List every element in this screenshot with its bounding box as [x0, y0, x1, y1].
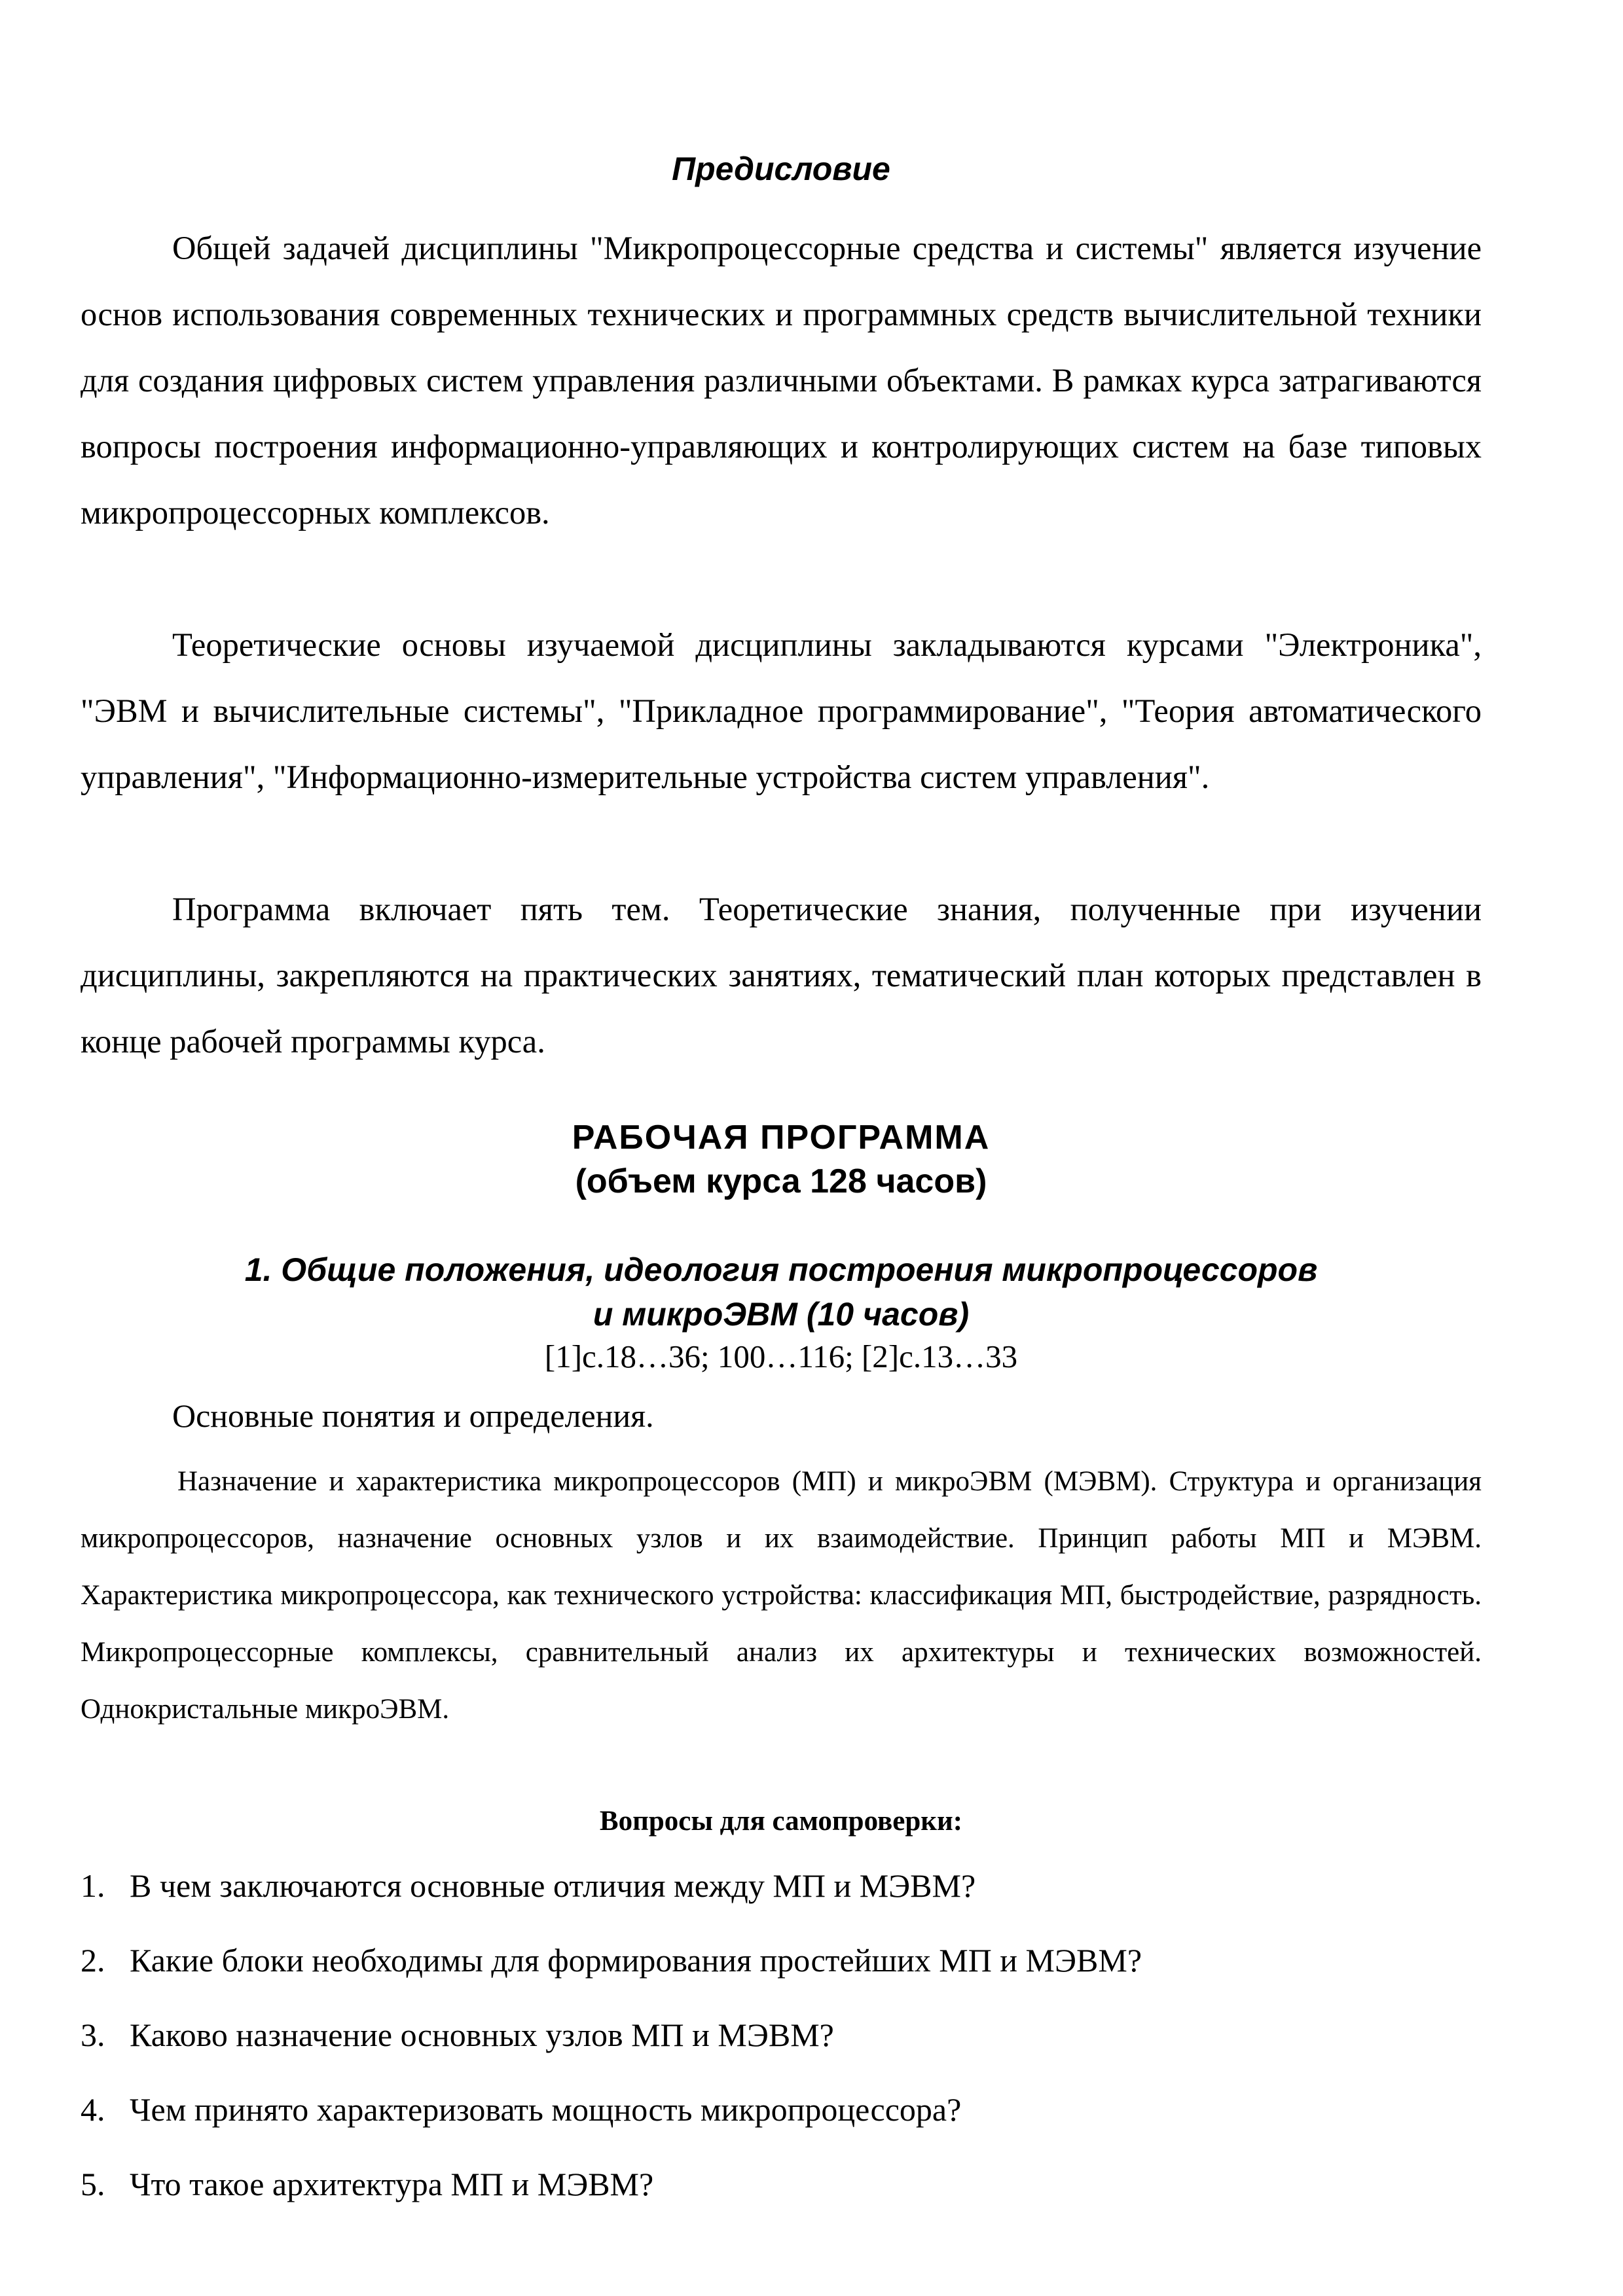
question-number: 3. — [81, 2017, 105, 2053]
question-text: Какие блоки необходимы для формирования простейших МП и МЭВМ? — [130, 1942, 1142, 1979]
question-text: Чем принято характеризовать мощность микропроцессора? — [130, 2091, 962, 2128]
question-number: 4. — [81, 2091, 105, 2128]
question-number: 5. — [81, 2166, 105, 2202]
program-title: РАБОЧАЯ ПРОГРАММА — [572, 1119, 991, 1157]
section-title-line-2: и микроЭВМ (10 часов) — [593, 1296, 970, 1333]
preface-paragraph-1: Общей задачей дисциплины "Микропроцессорные средства и системы" является изучение основ использования современных технических и программных средств вычислительной техники для создания цифровых систем управления различными объектами. В рамках курса затрагиваются вопросы построения информационно-управляющих и контролирующих систем на базе типовых микропроцессорных комплексов. — [81, 230, 1482, 531]
question-number: 1. — [81, 1867, 105, 1904]
question-text: Каково назначение основных узлов МП и МЭВМ? — [130, 2017, 834, 2053]
question-text: Что такое архитектура МП и МЭВМ? — [130, 2166, 654, 2202]
self-check-heading: Вопросы для самопроверки: — [599, 1806, 963, 1837]
section-title-line-1: 1. Общие положения, идеология построения микропроцессоров — [244, 1251, 1318, 1288]
preface-paragraph-2: Теоретические основы изучаемой дисциплины закладываются курсами "Электроника", "ЭВМ и вычислительные системы", "Прикладное программирование", "Теория автоматического управления", "Информационно-измерительные устройства систем управления". — [81, 626, 1482, 795]
question-number: 2. — [81, 1942, 105, 1979]
basic-concepts-heading: Основные понятия и определения. — [172, 1397, 654, 1434]
preface-paragraph-3: Программа включает пять тем. Теоретические знания, полученные при изучении дисциплины, закрепляются на практических занятиях, тематический план которых представлен в конце рабочей программы курса. — [81, 891, 1482, 1060]
section-description: Назначение и характеристика микропроцессоров (МП) и микроЭВМ (МЭВМ). Структура и организация микропроцессоров, назначение основных узлов и их взаимодействие. Принцип работы МП и МЭВМ. Характеристика микропроцессора, как технического устройства: классификация МП, быстродействие, разрядность. Микропроцессорные комплексы, сравнительный анализ их архитектуры и технических возможностей. Однокристальные микроЭВМ. — [81, 1466, 1482, 1725]
preface-title: Предисловие — [672, 151, 890, 187]
section-references: [1]с.18…36; 100…116; [2]с.13…33 — [544, 1338, 1018, 1374]
program-subtitle: (объем курса 128 часов) — [575, 1162, 987, 1200]
question-text: В чем заключаются основные отличия между МП и МЭВМ? — [130, 1867, 976, 1904]
